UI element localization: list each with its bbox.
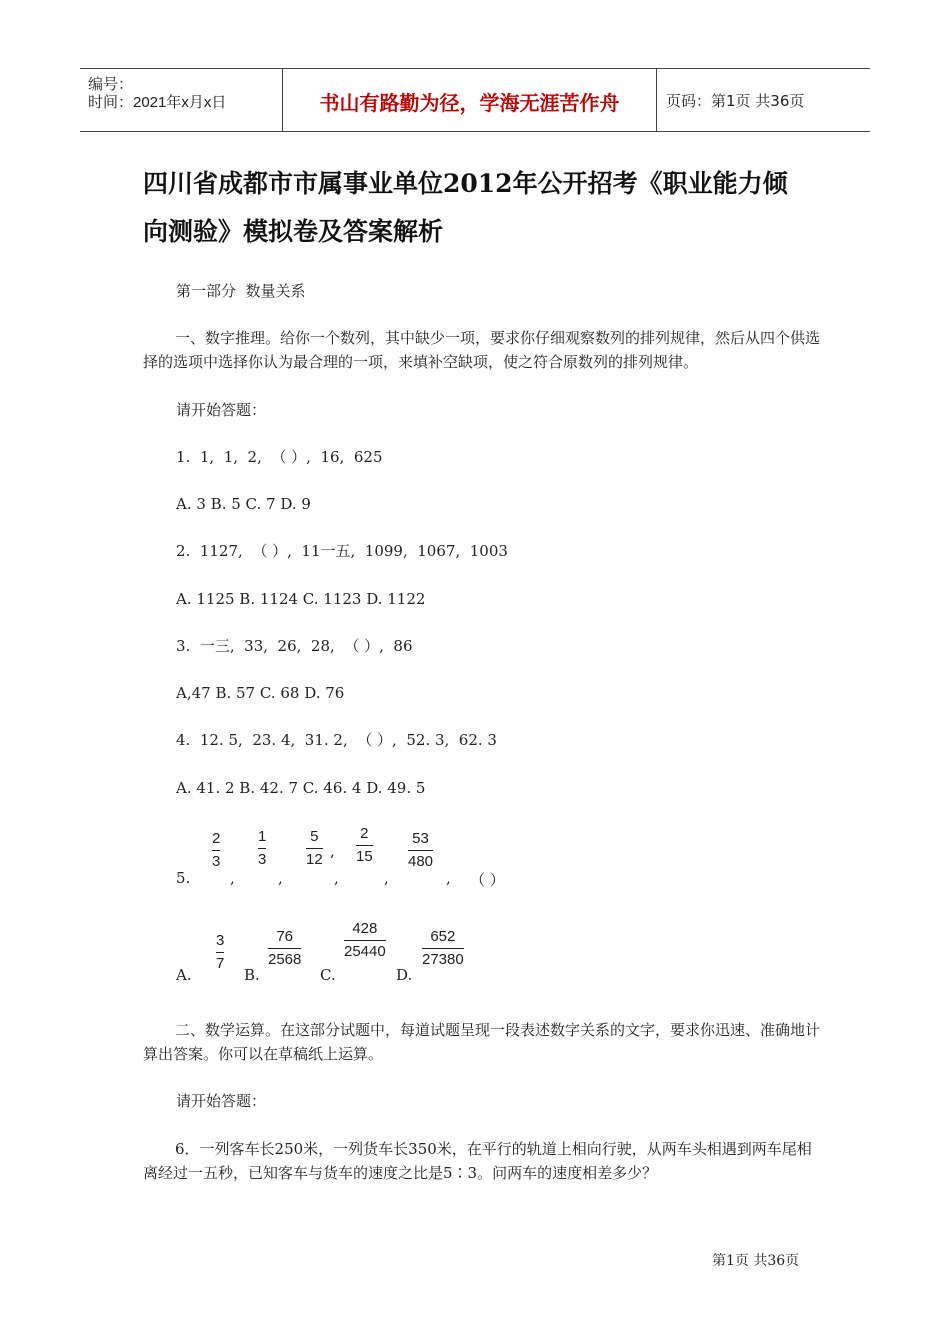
fraction-bar [306, 848, 323, 849]
start-prompt-2: 请开始答题： [176, 1092, 267, 1110]
fraction-bar [408, 850, 433, 851]
q5-separator: , [230, 869, 235, 887]
q5-separator: , [446, 869, 451, 887]
header-motto-cell [282, 69, 657, 131]
q5-option-d-label: D. [396, 966, 413, 984]
fraction-numerator: 652 [430, 928, 456, 945]
part-heading: 第一部分 数量关系 [176, 282, 306, 300]
q5-separator: , [278, 869, 283, 887]
fraction-bar [356, 845, 373, 846]
fraction-bar [268, 948, 301, 949]
question-4: 4. 12. 5, 23. 4, 31. 2, （ ）, 52. 3, 62. 3 [176, 731, 497, 749]
q5-option-b-label: B. [244, 966, 260, 984]
fraction-bar [422, 948, 464, 949]
question-3-options: A,47 B. 57 C. 68 D. 76 [176, 684, 345, 702]
motto: 书山有路勤为径，学海无涯苦作舟 [319, 91, 620, 115]
q5-fraction-4 [356, 825, 373, 866]
q5-fraction-3 [306, 828, 323, 869]
q5-option-c-label: C. [320, 966, 336, 984]
fraction-denominator: 480 [408, 853, 434, 870]
question-5-number: 5. [176, 869, 191, 887]
q5-option-b-fraction [268, 928, 301, 969]
q5-separator: , [384, 869, 389, 887]
fraction-numerator: 53 [412, 830, 429, 847]
fraction-numerator: 3 [216, 932, 225, 949]
fraction-denominator: 3 [212, 853, 221, 870]
fraction-bar [216, 952, 224, 953]
fraction-bar [344, 940, 386, 941]
fraction-numerator: 1 [258, 828, 267, 845]
fraction-denominator: 7 [216, 955, 225, 972]
fraction-bar [212, 850, 220, 851]
q5-option-c-fraction [344, 920, 386, 961]
fraction-numerator: 2 [212, 830, 221, 847]
section2-intro: 二、数学运算。在这部分试题中，每道试题呈现一段表述数字关系的文字，要求你迅速、准确地计算出答案。你可以在草稿纸上运算。 [143, 1021, 821, 1063]
header-left-cell [80, 69, 282, 131]
page-info: 页码：第1页 共36页 [666, 92, 805, 110]
number-label: 编号： [88, 76, 134, 93]
header-page-cell [656, 69, 870, 131]
q5-fraction-5 [408, 830, 433, 871]
fraction-denominator: 3 [258, 851, 267, 868]
section1-intro: 一、数字推理。给你一个数列，其中缺少一项，要求你仔细观察数列的排列规律，然后从四个供选择的选项中选择你认为最合理的一项，来填补空缺项，使之符合原数列的排列规律。 [143, 329, 821, 371]
document-title [143, 160, 823, 256]
question-6: 6．一列客车长250米，一列货车长350米，在平行的轨道上相向行驶，从两车头相遇到两车尾相离经过一五秒，已知客车与货车的速度之比是5∶3。问两车的速度相差多少？ [143, 1140, 812, 1182]
time-label: 时间：2021年x月x日 [88, 94, 227, 111]
fraction-denominator: 27380 [422, 951, 464, 968]
fraction-denominator: 2568 [268, 951, 302, 968]
q5-option-a-fraction [216, 932, 224, 973]
q5-fraction-1 [212, 830, 220, 871]
fraction-denominator: 15 [356, 848, 373, 865]
question-1-options: A. 3 B. 5 C. 7 D. 9 [176, 495, 311, 513]
title-line-1: 四川省成都市市属事业单位2012年公开招考《职业能力倾 [143, 169, 788, 198]
q5-separator: , [334, 869, 339, 887]
fraction-numerator: 2 [360, 825, 369, 842]
q5-option-a-label: A. [176, 966, 192, 984]
page-footer: 第1页 共36页 [712, 1253, 800, 1269]
q5-fraction-2 [258, 828, 266, 869]
question-2: 2. 1127, （ ）, 11一五, 1099, 1067, 1003 [176, 542, 508, 560]
fraction-numerator: 76 [276, 928, 294, 945]
question-2-options: A. 1125 B. 1124 C. 1123 D. 1122 [176, 590, 426, 608]
fraction-numerator: 5 [310, 828, 319, 845]
fraction-numerator: 428 [352, 920, 378, 937]
q5-separator: , [330, 842, 335, 860]
q5-blank: （ ） [470, 871, 505, 889]
fraction-denominator: 25440 [344, 943, 386, 960]
q5-option-d-fraction [422, 928, 464, 969]
title-line-2: 向测验》模拟卷及答案解析 [143, 217, 444, 246]
start-prompt-1: 请开始答题： [176, 401, 267, 419]
fraction-bar [258, 848, 266, 849]
header-table [80, 68, 870, 132]
question-1: 1. 1, 1, 2, （ ）, 16, 625 [176, 448, 383, 466]
fraction-denominator: 12 [306, 851, 323, 868]
question-4-options: A. 41. 2 B. 42. 7 C. 46. 4 D. 49. 5 [176, 779, 426, 797]
question-3: 3. 一三, 33, 26, 28, （ ）, 86 [176, 637, 413, 655]
